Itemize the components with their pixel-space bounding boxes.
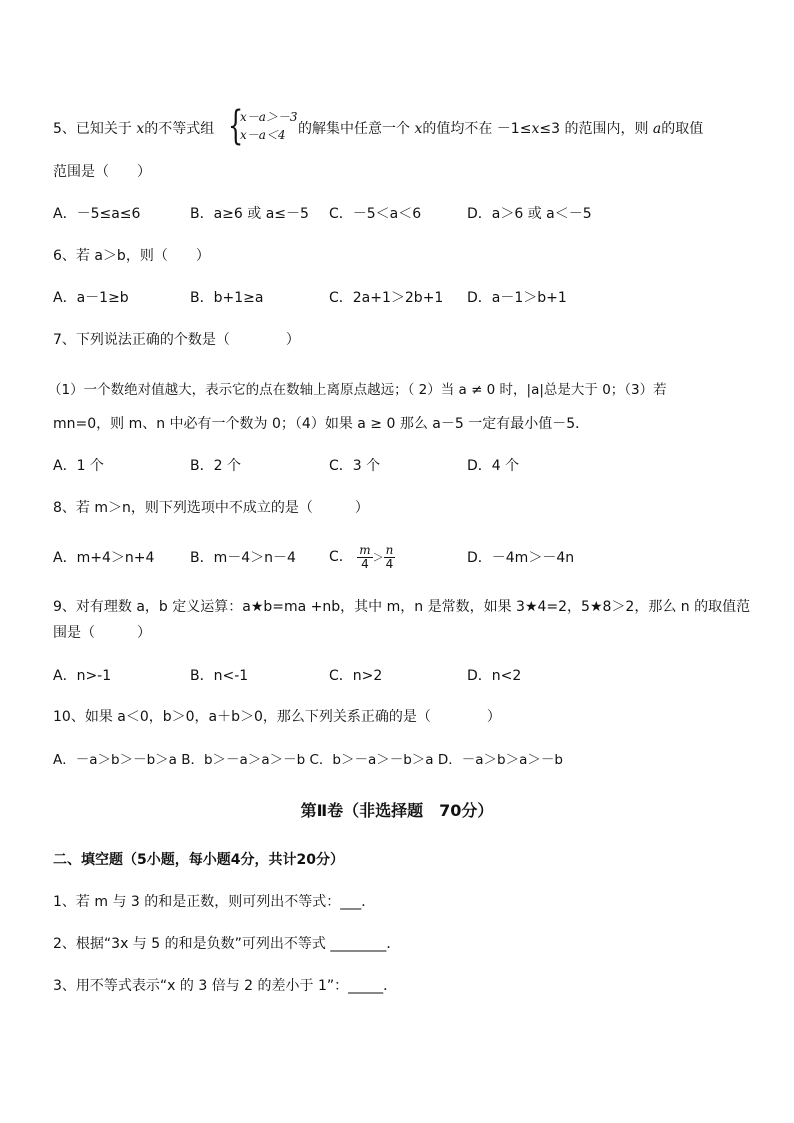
- q9-option-a[interactable]: A．n>-1: [53, 668, 112, 684]
- q5-option-b[interactable]: B．a≥6 或 a≤－5: [190, 206, 309, 222]
- q8-fraction-n-over-4: [384, 544, 396, 571]
- q7-body-line1: （1）一个数绝对值越大，表示它的点在数轴上离原点越远；（ 2）当 a ≠ 0 时，|a|总是大于 0；（3）若: [48, 382, 667, 398]
- q5-prefix: 5、已知关于: [53, 121, 137, 137]
- q9-option-c[interactable]: C．n>2: [329, 668, 383, 684]
- q5-var-a: a: [652, 121, 662, 137]
- q8-option-d[interactable]: D．－4m＞－4n: [467, 550, 575, 566]
- q6-option-b[interactable]: B．b+1≥a: [190, 290, 264, 306]
- q6-option-c[interactable]: C．2a+1＞2b+1: [329, 290, 444, 306]
- q6-stem: 6、若 a＞b，则（ ）: [53, 248, 210, 264]
- q9-line2: 围是（ ）: [53, 625, 151, 641]
- q8-option-b[interactable]: B．m－4＞n－4: [190, 550, 296, 566]
- q8-option-c-prefix: C．: [329, 549, 353, 565]
- q6-option-a[interactable]: A．a－1≥b: [53, 290, 129, 306]
- brace-icon: {: [228, 103, 244, 149]
- fill-question-3: 3、用不等式表示“x 的 3 倍与 2 的差小于 1”：_____．: [53, 978, 398, 994]
- q10-stem: 10、如果 a＜0，b＞0，a＋b＞0，那么下列关系正确的是（ ）: [53, 709, 501, 725]
- q9-option-b[interactable]: B．n<-1: [190, 668, 249, 684]
- q5-option-c[interactable]: C．－5＜a＜6: [329, 206, 422, 222]
- fraction-numerator: m: [359, 542, 371, 557]
- q7-option-a[interactable]: A．1 个: [53, 458, 104, 474]
- q7-option-b[interactable]: B．2 个: [190, 458, 241, 474]
- q5-line1: [53, 120, 214, 138]
- q6-option-d[interactable]: D．a－1＞b+1: [467, 290, 567, 306]
- fill-question-2: 2、根据“3x 与 5 的和是负数”可列出不等式 ________．: [53, 936, 401, 952]
- q5-suffix4: 的取值: [661, 121, 704, 137]
- section-title: 第Ⅱ卷（非选择题 70分）: [300, 801, 494, 820]
- fill-question-1: 1、若 m 与 3 的和是正数，则可列出不等式：___．: [53, 894, 376, 910]
- fraction-numerator: n: [385, 542, 394, 557]
- q10-options[interactable]: A．－a＞b＞－b＞a B．b＞－a＞a＞－b C．b＞－a＞－b＞a D．－a＞b＞a＞－b: [53, 752, 563, 768]
- q9-option-d[interactable]: D．n<2: [467, 668, 522, 684]
- q7-option-d[interactable]: D．4 个: [467, 458, 520, 474]
- q5-line2: 范围是（ ）: [53, 164, 151, 180]
- q8-option-a[interactable]: A．m+4＞n+4: [53, 550, 155, 566]
- q5-var-x: x: [136, 121, 145, 137]
- q5-var-x2: x: [414, 121, 423, 137]
- q9-line1: 9、对有理数 a，b 定义运算：a★b=ma +nb，其中 m，n 是常数，如果 3★4=2，5★8＞2，那么 n 的取值范: [53, 599, 751, 615]
- q5-line1-cont: [298, 120, 703, 138]
- q5-suffix2: 的值均不在 －1≤: [422, 121, 532, 137]
- q5-suffix3: ≤3 的范围内，则: [539, 121, 653, 137]
- greater-than-sign: ＞: [372, 551, 384, 564]
- q5-option-a[interactable]: A．－5≤a≤6: [53, 206, 141, 222]
- fraction-denominator: 4: [361, 556, 369, 571]
- q8-stem: 8、若 m＞n，则下列选项中不成立的是（ ）: [53, 500, 369, 516]
- q8-option-c[interactable]: [329, 540, 395, 575]
- q7-stem: 7、下列说法正确的个数是（ ）: [53, 332, 300, 348]
- part2-heading: 二、填空题（5小题，每小题4分，共计20分）: [53, 852, 344, 868]
- q5-var-x3: x: [531, 121, 540, 137]
- q5-system-row-2: x－a＜4: [240, 128, 286, 142]
- q7-option-c[interactable]: C．3 个: [329, 458, 381, 474]
- q5-suffix1: 的解集中任意一个: [298, 121, 415, 137]
- q8-fraction-m-over-4: [357, 544, 372, 571]
- q5-option-d[interactable]: D．a＞6 或 a＜－5: [467, 206, 592, 222]
- q7-body-line2: mn=0，则 m、n 中必有一个数为 0；（4）如果 a ≥ 0 那么 a－5 一定有最小值－5．: [53, 416, 590, 432]
- q5-mid: 的不等式组: [144, 121, 215, 137]
- fraction-denominator: 4: [385, 556, 394, 571]
- q5-system-row-1: x－a＞－3: [240, 110, 298, 124]
